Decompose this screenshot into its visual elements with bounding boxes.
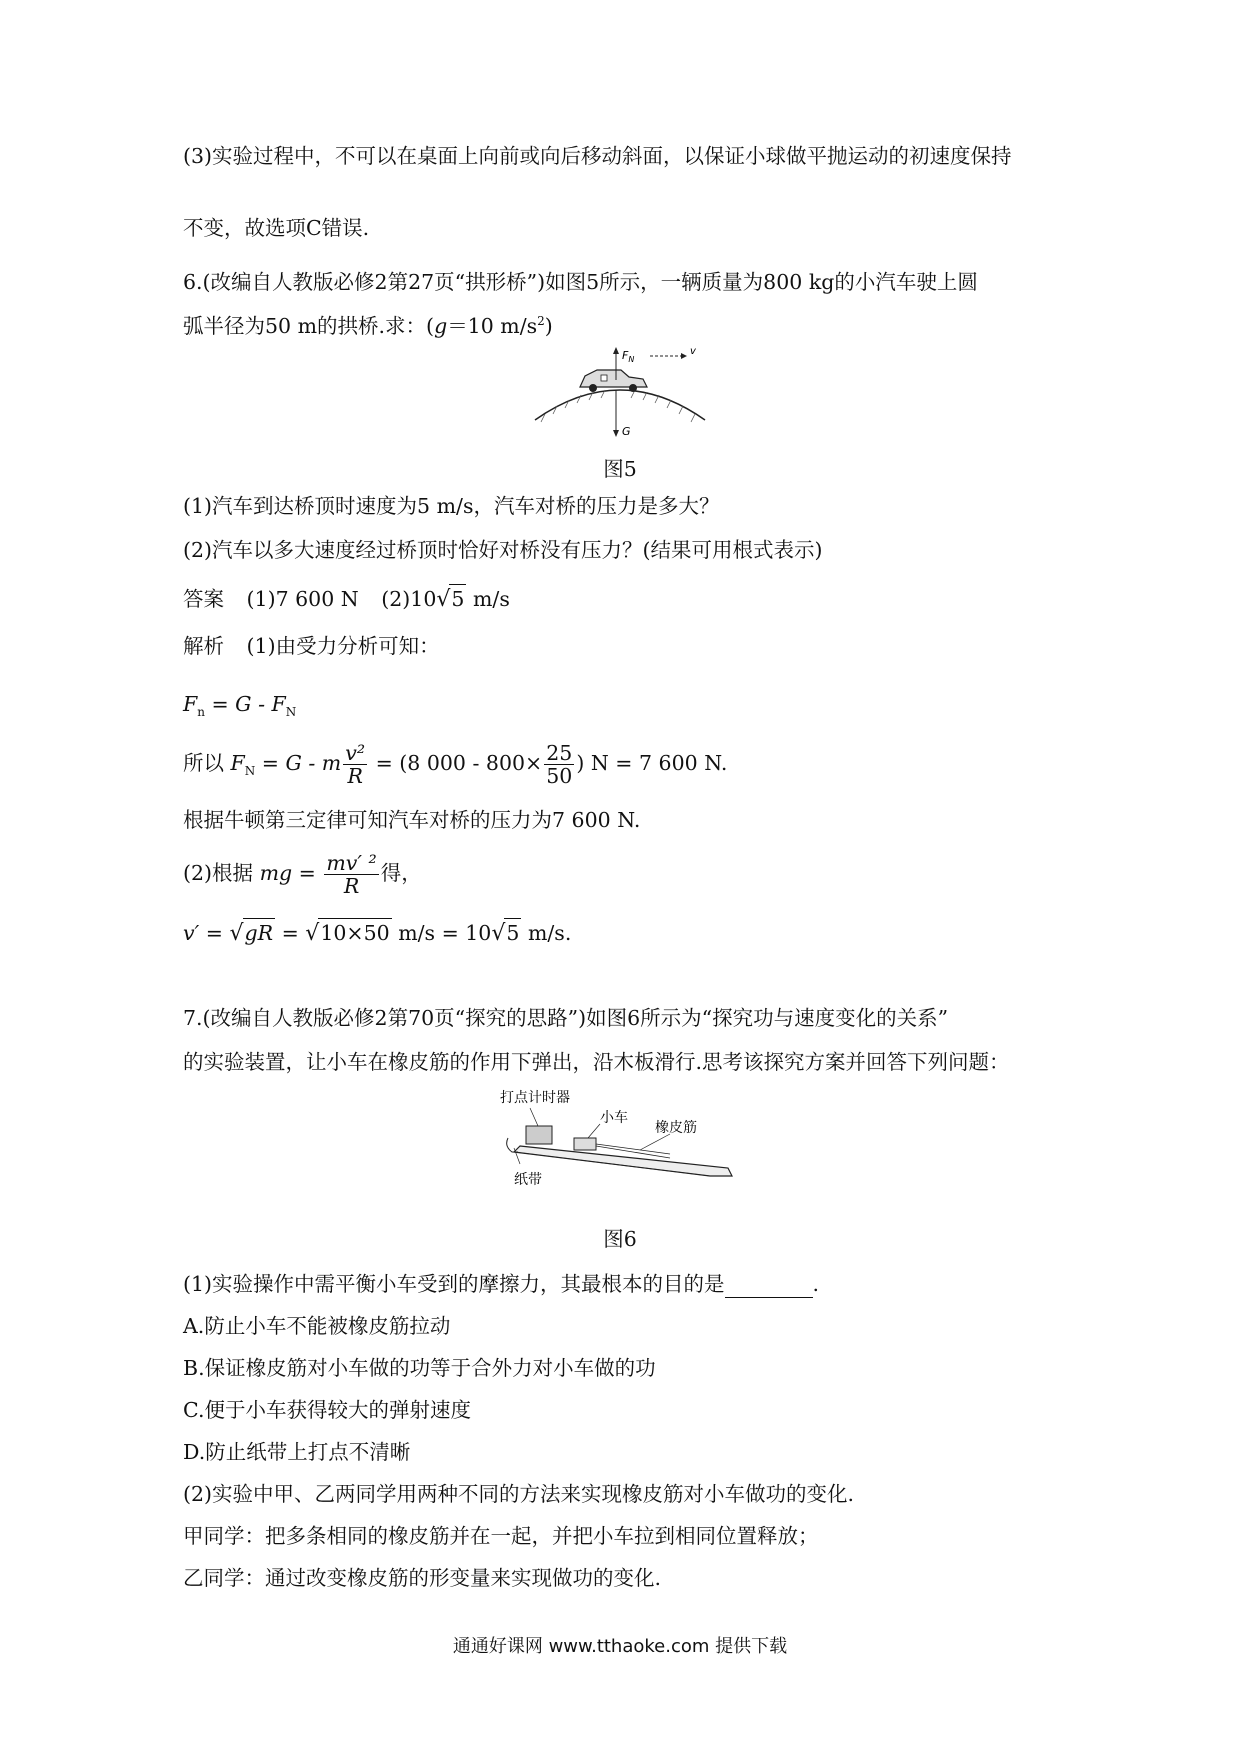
eq4-rad1: gR: [243, 918, 276, 947]
g-symbol: g: [434, 313, 448, 338]
answer-line: [183, 584, 510, 614]
sqrt-icon: √: [229, 921, 244, 946]
eq1-rhs: F: [271, 692, 286, 716]
student-yi: 乙同学：通过改变橡皮筋的形变量来实现做功的变化.: [183, 1566, 662, 1590]
eq4-rad3: 5: [504, 918, 521, 947]
answer-part2: (2)10: [381, 587, 437, 611]
answer-part1: (1)7 600 N: [246, 587, 359, 611]
cart-label: 小车: [600, 1110, 628, 1126]
sqrt-icon: √: [491, 921, 506, 946]
figure-5-caption: 图5: [603, 457, 637, 481]
eq1-mid: = G -: [204, 692, 272, 716]
option-c: C.便于小车获得较大的弹射速度: [183, 1398, 471, 1422]
eq3-eq: =: [292, 861, 323, 885]
q7-sub1-text: (1)实验操作中需平衡小车受到的摩擦力，其最根本的目的是: [183, 1272, 725, 1296]
frac2-den: 50: [546, 764, 573, 788]
g-label: G: [622, 425, 631, 438]
question-7-sub1: [183, 1270, 819, 1298]
v-label: v: [690, 346, 696, 357]
eq1-rhs-sub: N: [285, 705, 297, 720]
bridge-hatching: [541, 390, 695, 422]
frac3-den: R: [343, 874, 360, 898]
sqrt-icon: √: [305, 921, 320, 946]
eq4-eq: =: [199, 921, 230, 945]
fraction-mv2-over-r: [324, 852, 378, 897]
question-6-sub1: (1)汽车到达桥顶时速度为5 m/s，汽车对桥的压力是多大？: [183, 494, 720, 518]
question-7-line1: 7.(改编自人教版必修2第70页“探究的思路”)如图6所示为“探究功与速度变化的关系”: [183, 1006, 949, 1030]
footer: 通通好课网 www.tthaoke.com 提供下载: [452, 1636, 788, 1657]
car-icon: [580, 370, 647, 392]
eq3-post: 得，: [380, 861, 422, 885]
tape-label: 纸带: [514, 1172, 542, 1188]
q6-text-2: ＝10 m/s: [447, 313, 538, 338]
question-6-sub2: (2)汽车以多大速度经过桥顶时恰好对桥没有压力？(结果可用根式表示): [183, 538, 823, 562]
equation-2: [183, 738, 727, 796]
question-7-line2: 的实验装置，让小车在橡皮筋的作用下弹出，沿木板滑行.思考该探究方案并回答下列问题：: [183, 1050, 1010, 1074]
eq2-after: = (8 000 - 800×: [369, 751, 543, 775]
eq2-pre: 所以: [183, 751, 231, 775]
eq4-mid: m/s = 10: [391, 921, 492, 945]
figure-5-bridge-car: [525, 342, 715, 442]
fn-label: $F_N$: [622, 349, 635, 364]
frac2-num: 25: [546, 741, 573, 765]
frac-den: R: [347, 764, 363, 788]
eq4-eq2: =: [275, 921, 306, 945]
student-jia: 甲同学：把多条相同的橡皮筋并在一起，并把小车拉到相同位置释放；: [183, 1524, 819, 1548]
q7-sub1-end: .: [812, 1272, 820, 1296]
timer: [526, 1126, 552, 1144]
analysis-label: 解析: [183, 634, 224, 658]
eq4-end: m/s.: [521, 921, 572, 945]
frac3-num: mv′ ²: [326, 851, 377, 875]
figure-6-apparatus: [500, 1086, 740, 1196]
eq2-f-sub: N: [244, 764, 256, 779]
answer-blank: [725, 1279, 813, 1298]
analysis-intro-text: (1)由受力分析可知：: [246, 634, 440, 658]
equation-3: [183, 848, 422, 898]
exponent: 2: [537, 314, 545, 328]
rubber-label: 橡皮筋: [655, 1120, 697, 1136]
paragraph-p3-line2: 不变，故选项C错误.: [183, 216, 370, 240]
option-a: A.防止小车不能被橡皮筋拉动: [183, 1314, 451, 1338]
question-6-line2: [183, 307, 553, 340]
bridge-arc: [535, 390, 705, 420]
figure-6-caption: 图6: [603, 1227, 637, 1251]
q6-text: 弧半径为50 m的拱桥.求：(: [183, 313, 435, 338]
question-7-sub2: (2)实验中甲、乙两同学用两种不同的方法来实现橡皮筋对小车做功的变化.: [183, 1482, 855, 1506]
eq1-lhs-sub: n: [197, 705, 205, 720]
sqrt-icon: √: [436, 587, 451, 612]
eq4-rad2: 10×50: [318, 918, 391, 947]
question-6-line1: 6.(改编自人教版必修2第27页“拱形桥”)如图5所示，一辆质量为800 kg的小汽车驶上圆: [183, 270, 978, 294]
option-d: D.防止纸带上打点不清晰: [183, 1440, 411, 1464]
fraction-25-over-50: [544, 742, 574, 787]
equation-1: [183, 690, 296, 726]
eq2-mid: = G - m: [255, 751, 342, 775]
eq1-lhs: F: [183, 692, 198, 716]
paragraph-p3-line1: (3)实验过程中，不可以在桌面上向前或向后移动斜面，以保证小球做平抛运动的初速度保持: [183, 144, 1012, 168]
timer-label: 打点计时器: [500, 1090, 570, 1106]
cart: [574, 1138, 596, 1150]
rubber-band-1: [596, 1144, 670, 1154]
answer-unit: m/s: [466, 587, 510, 611]
answer-radicand: 5: [449, 584, 466, 613]
q6-text-end: ): [544, 313, 553, 338]
newton-third-law: 根据牛顿第三定律可知汽车对桥的压力为7 600 N.: [183, 808, 641, 832]
eq4-v: v′: [183, 921, 200, 945]
analysis-intro: [183, 632, 440, 660]
equation-4: [183, 918, 571, 948]
eq2-end: ) N = 7 600 N.: [576, 751, 728, 775]
eq2-f: F: [230, 751, 245, 775]
frac-num: v²: [345, 741, 366, 765]
answer-label: 答案: [183, 587, 224, 611]
eq3-pre: (2)根据: [183, 861, 260, 885]
eq3-mg: mg: [259, 861, 293, 885]
option-b: B.保证橡皮筋对小车做的功等于合外力对小车做的功: [183, 1356, 656, 1380]
fraction-v2-over-r: [343, 742, 367, 787]
